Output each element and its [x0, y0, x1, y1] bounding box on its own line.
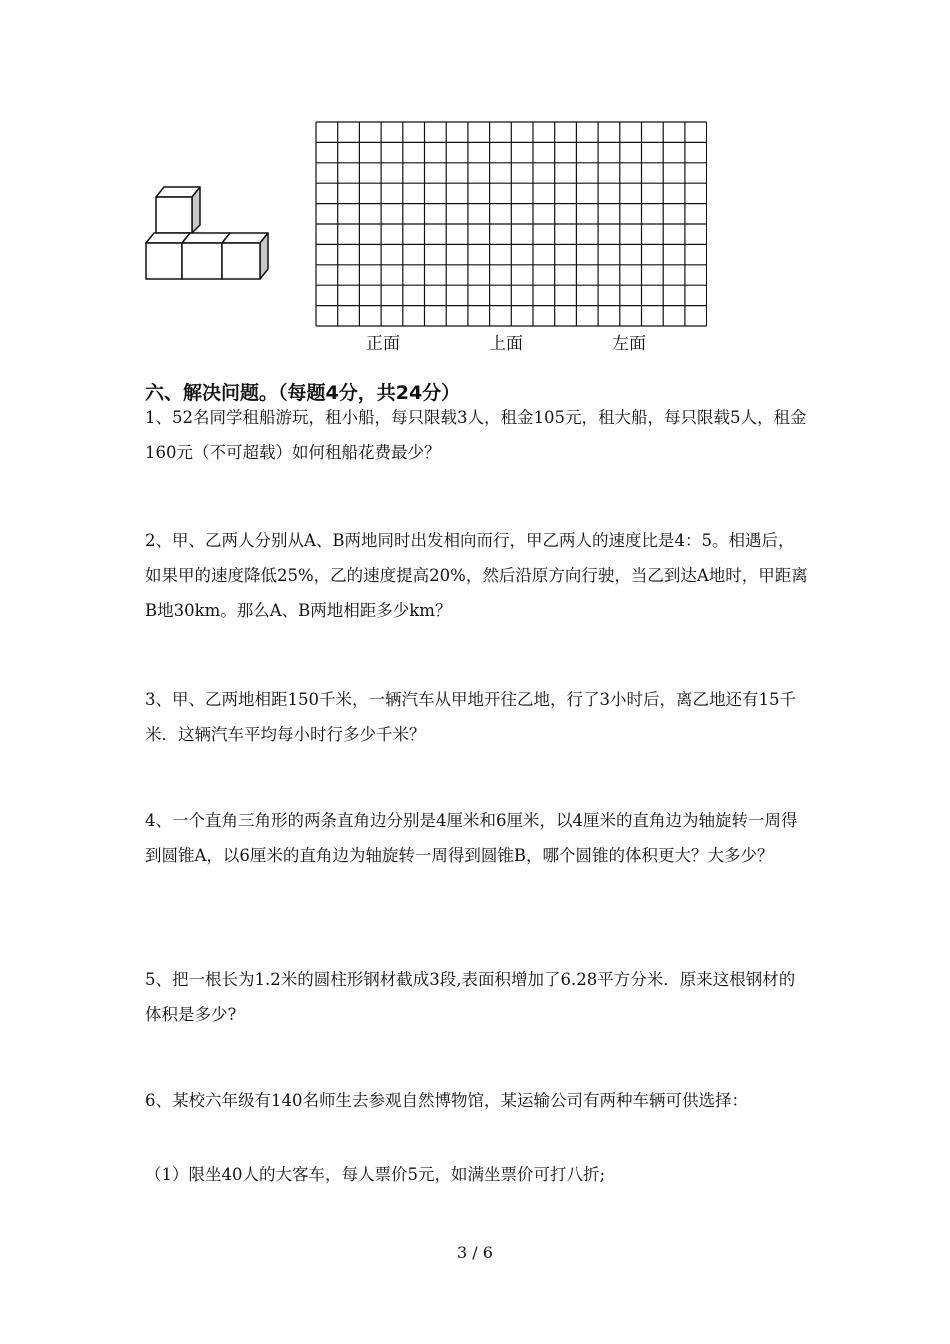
question-4: 4、一个直角三角形的两条直角边分别是4厘米和6厘米，以4厘米的直角边为轴旋转一周得到圆锥A，以6厘米的直角边为轴旋转一周得到圆锥B，哪个圆锥的体积更大？大多少？	[145, 811, 798, 865]
question-6: 6、某校六年级有140名师生去参观自然博物馆，某运输公司有两种车辆可供选择：	[145, 1091, 748, 1110]
question-6-option-1: （1）限坐40人的大客车，每人票价5元，如满坐票价可打八折;	[145, 1165, 606, 1184]
top-view-label: 上面	[489, 334, 523, 354]
front-view-label: 正面	[366, 334, 400, 354]
three-view-figure	[140, 115, 720, 360]
page-number: 3 / 6	[457, 1243, 493, 1262]
question-1: 1、52名同学租船游玩，租小船，每只限载3人，租金105元，租大船，每只限载5人，租金160元（不可超载）如何租船花费最少？	[145, 408, 807, 462]
question-2: 2、甲、乙两人分别从A、B两地同时出发相向而行，甲乙两人的速度比是4：5。相遇后，如果甲的速度降低25%，乙的速度提高20%，然后沿原方向行驶，当乙到达A地时，甲距离B地30km。那么A、B两地相距多少km？	[145, 531, 808, 620]
question-3: 3、甲、乙两地相距150千米，一辆汽车从甲地开往乙地，行了3小时后，离乙地还有15千米．这辆汽车平均每小时行多少千米？	[145, 690, 796, 744]
drawing-grid	[315, 121, 707, 327]
question-5: 5、把一根长为1.2米的圆柱形钢材截成3段,表面积增加了6.28平方分米．原来这根钢材的体积是多少?	[145, 970, 796, 1024]
cube-stack-drawing	[140, 185, 275, 285]
left-view-label: 左面	[612, 334, 646, 354]
section-title: 六、解决问题。（每题4分，共24分）	[145, 382, 461, 404]
